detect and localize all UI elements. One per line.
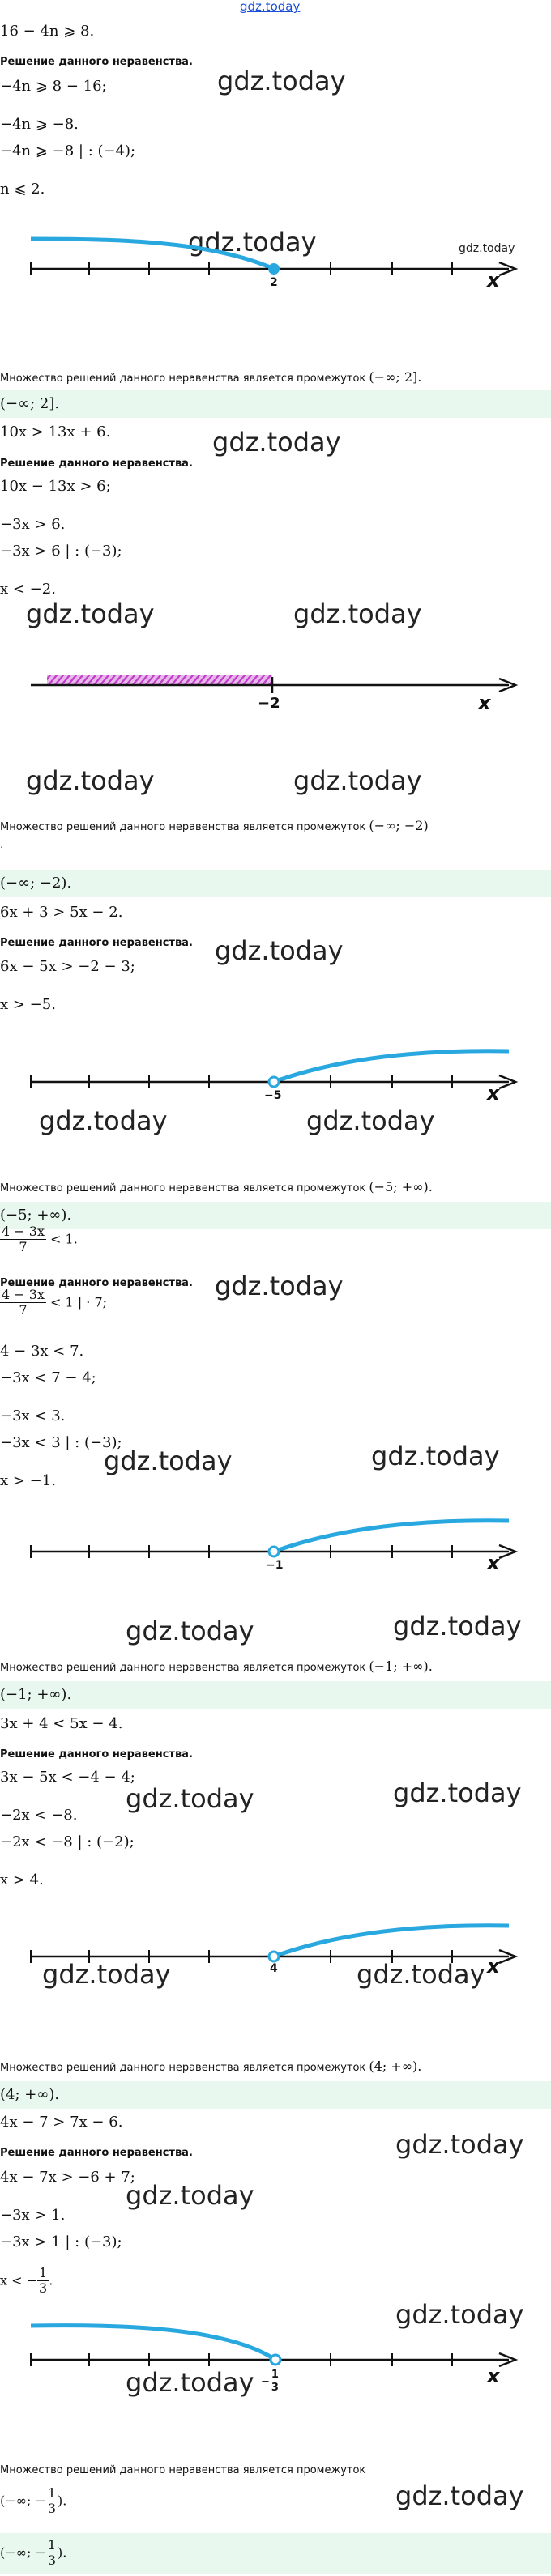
p5-line5: x > 4. (0, 1871, 44, 1888)
p1-line4: −4n ⩾ −8 | : (−4); (0, 143, 136, 160)
p3-set-label: Множество решений данного неравенства является промежуток (−5; +∞). (0, 1179, 433, 1194)
p3-point-label: −5 (264, 1089, 282, 1102)
p6-solution-curve (31, 2326, 276, 2360)
p2-hatch (47, 675, 272, 685)
watermark: gdz.today (395, 2480, 524, 2511)
watermark: gdz.today (215, 935, 344, 966)
p6-line4: −3x > 1 | : (−3); (0, 2233, 122, 2250)
watermark: gdz.today (306, 1105, 435, 1136)
p6-line5: x < − $\frac{1}{3}$ . (0, 2265, 53, 2297)
p1-line3: −4n ⩾ −8. (0, 116, 79, 133)
p1-line1: 16 − 4n ⩾ 8. (0, 23, 95, 40)
p1-axis-label: x (487, 269, 500, 292)
p2-point-label: −2 (258, 695, 280, 712)
p5-point-label: 4 (270, 1962, 278, 1975)
p1-answer: (−∞; 2]. (0, 395, 60, 412)
p6-interval: (−∞; − $\frac{1}{3}$ ). (0, 2485, 67, 2517)
watermark: gdz.today (188, 227, 317, 258)
p4-point (269, 1547, 279, 1556)
p2-axis-label: x (478, 692, 491, 714)
p5-line2: 3x − 5x < −4 − 4; (0, 1769, 135, 1786)
p6-line1: 4x − 7 > 7x − 6. (0, 2114, 123, 2131)
p3-axis-label: x (487, 1082, 500, 1105)
p5-line1: 3x + 4 < 5x − 4. (0, 1715, 123, 1732)
p5-axis-label: x (487, 1955, 500, 1978)
p1-point-label: 2 (270, 276, 278, 289)
p5-answer: (4; +∞). (0, 2086, 60, 2103)
p2-trailing-dot: . (0, 838, 4, 851)
p3-answer-band (0, 1202, 551, 1229)
p6-point-label: − $\frac{1}{3}$ (261, 2369, 279, 2394)
watermark: gdz.today (126, 2180, 254, 2211)
p6-set-label: Множество решений данного неравенства является промежуток (0, 2464, 366, 2476)
p6-solution-label: Решение данного неравенства. (0, 2147, 193, 2159)
p3-point (269, 1077, 279, 1087)
p2-answer: (−∞; −2). (0, 875, 72, 892)
watermark: gdz.today (371, 1441, 500, 1471)
p1-answer-band (0, 390, 551, 418)
p3-answer: (−5; +∞). (0, 1207, 72, 1224)
p4-point-label: −1 (266, 1559, 284, 1572)
watermark: gdz.today (26, 765, 155, 796)
p1-solution-curve (31, 239, 274, 269)
watermark: gdz.today (293, 765, 422, 796)
p3-line3: x > −5. (0, 996, 56, 1013)
p4-line1: $\frac{4 - 3x}{7}$ < 1. (2, 1224, 78, 1255)
p2-solution-label: Решение данного неравенства. (0, 458, 193, 470)
p5-line3: −2x < −8. (0, 1807, 78, 1824)
watermark: gdz.today (104, 1446, 233, 1476)
p5-line4: −2x < −8 | : (−2); (0, 1833, 135, 1850)
p5-solution-label: Решение данного неравенства. (0, 1748, 193, 1761)
p6-line3: −3x > 1. (0, 2207, 66, 2224)
p2-line1: 10x > 13x + 6. (0, 424, 111, 441)
p2-answer-band (0, 870, 551, 897)
watermark: gdz.today (126, 2367, 254, 2398)
p6-line2: 4x − 7x > −6 + 7; (0, 2169, 135, 2186)
p1-set-label: Множество решений данного неравенства является промежуток (−∞; 2]. (0, 369, 422, 385)
p4-line6: −3x < 3 | : (−3); (0, 1434, 122, 1451)
watermark: gdz.today (26, 598, 155, 629)
p1-solution-label: Решение данного неравенства. (0, 56, 193, 68)
p6-axis-label: x (487, 2365, 500, 2387)
p4-axis-label: x (487, 1552, 500, 1574)
p4-solution-label: Решение данного неравенства. (0, 1277, 193, 1289)
p6-answer: (−∞; − $\frac{1}{3}$ ). (0, 2537, 67, 2569)
watermark: gdz.today (357, 1959, 485, 1990)
watermark: gdz.today (459, 242, 515, 255)
p4-answer: (−1; +∞). (0, 1686, 72, 1703)
p1-point (269, 264, 279, 274)
watermark: gdz.today (395, 2299, 524, 2330)
p2-line2: 10x − 13x > 6; (0, 478, 111, 495)
p1-number-line (0, 235, 551, 300)
p4-line3: 4 − 3x < 7. (0, 1343, 84, 1360)
watermark: gdz.today (393, 1611, 522, 1641)
p5-set-label: Множество решений данного неравенства является промежуток (4; +∞). (0, 2059, 422, 2074)
watermark: gdz.today (126, 1616, 254, 1646)
p3-line2: 6x − 5x > −2 − 3; (0, 958, 135, 975)
p4-line2: $\frac{4 - 3x}{7}$ < 1 | · 7; (2, 1287, 108, 1318)
watermark: gdz.today (42, 1959, 171, 1990)
p3-line1: 6x + 3 > 5x − 2. (0, 904, 123, 921)
p4-line5: −3x < 3. (0, 1407, 66, 1424)
watermark: gdz.today (212, 427, 341, 458)
p6-point (271, 2355, 280, 2365)
p5-answer-band (0, 2081, 551, 2109)
p2-set-label: Множество решений данного неравенства является промежуток (−∞; −2) (0, 818, 429, 833)
p3-solution-label: Решение данного неравенства. (0, 937, 193, 949)
p4-line7: x > −1. (0, 1472, 56, 1489)
watermark: gdz.today (293, 598, 422, 629)
p1-line5: n ⩽ 2. (0, 181, 45, 198)
p6-answer-band (0, 2533, 551, 2574)
watermark: gdz.today (393, 1778, 522, 1808)
p2-line5: x < −2. (0, 581, 56, 598)
p1-line2: −4n ⩾ 8 − 16; (0, 78, 107, 95)
p4-answer-band (0, 1681, 551, 1709)
watermark: gdz.today (217, 66, 346, 96)
p2-line4: −3x > 6 | : (−3); (0, 543, 122, 560)
watermark: gdz.today (215, 1271, 344, 1301)
watermark: gdz.today (39, 1105, 168, 1136)
p4-set-label: Множество решений данного неравенства является промежуток (−1; +∞). (0, 1658, 433, 1674)
p5-point (269, 1952, 279, 1961)
p2-line3: −3x > 6. (0, 516, 66, 533)
watermark: gdz.today (395, 2129, 524, 2160)
site-header[interactable]: gdz.today (240, 0, 301, 14)
watermark: gdz.today (126, 1783, 254, 1814)
p4-line4: −3x < 7 − 4; (0, 1369, 96, 1386)
